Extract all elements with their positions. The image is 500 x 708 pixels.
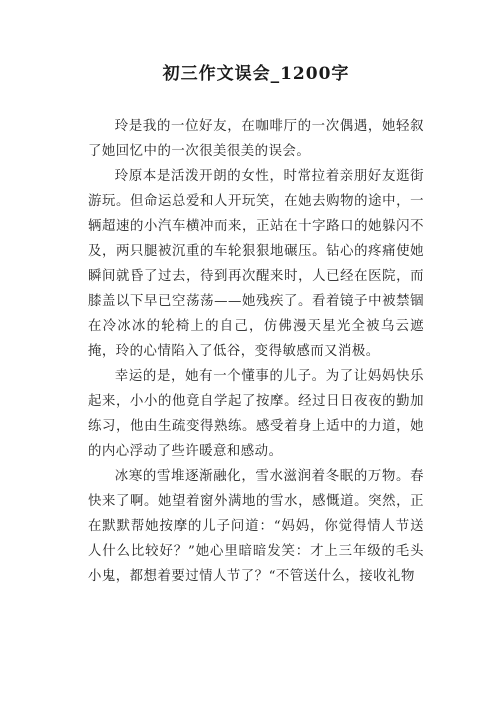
document-body [88,114,424,589]
paragraph-4: 冰寒的雪堆逐渐融化，雪水滋润着冬眠的万物。春快来了啊。她望着窗外满地的雪水，感慨道。突然，正在默默帮她按摩的儿子问道：“妈妈，你觉得情人节送人什么比较好？”她心里暗暗发笑：才上三年级的毛头小鬼，都想着要过情人节了？“不管送什么，接收礼物 [88,469,424,584]
document-title: 初三作文误会_1200字 [162,64,350,84]
paragraph-3: 幸运的是，她有一个懂事的儿子。为了让妈妈快乐起来，小小的他竟自学起了按摩。经过日日夜夜的勤加练习，他由生疏变得熟练。感受着身上适中的力道，她的内心浮动了些许暖意和感动。 [88,369,424,459]
paragraph-2: 玲原本是活泼开朗的女性，时常拉着亲朋好友逛街游玩。但命运总爱和人开玩笑，在她去购物的途中，一辆超速的小汽车横冲而来，正站在十字路口的她躲闪不及，两只腿被沉重的车轮狠狠地碾压。钻心的疼痛使她瞬间就昏了过去，待到再次醒来时，人已经在医院，而膝盖以下早已空荡荡——她残疾了。看着镜子中被禁锢在冷冰冰的轮椅上的自己，仿佛漫天星光全被乌云遮掩，玲的心情陷入了低谷，变得敏感而又消极。 [88,169,424,359]
paragraph-1: 玲是我的一位好友，在咖啡厅的一次偶遇，她轻叙了她回忆中的一次很美很美的误会。 [88,119,424,159]
